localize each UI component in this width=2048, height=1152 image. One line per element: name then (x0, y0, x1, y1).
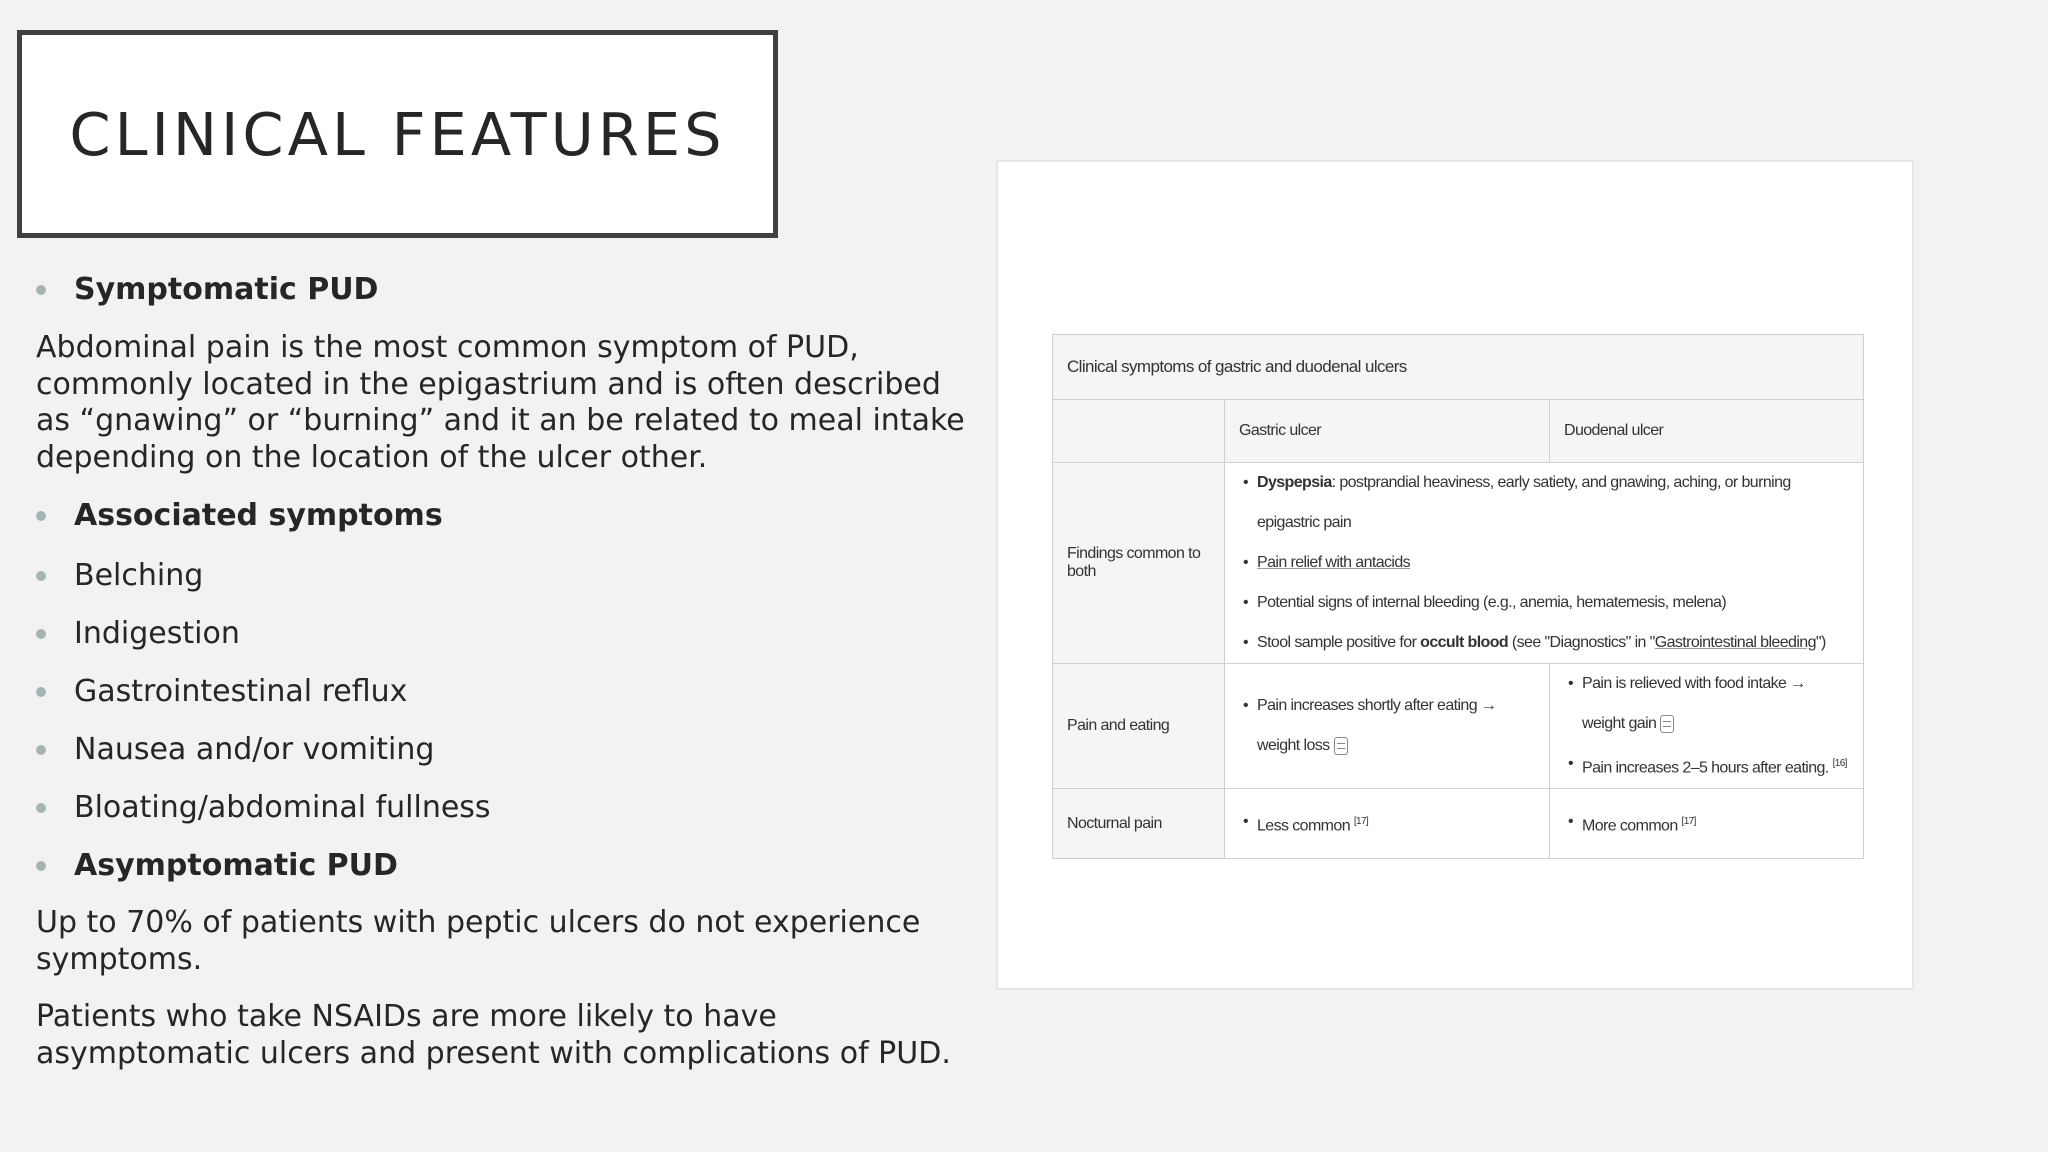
associated-item: Belching (36, 556, 203, 596)
pain-eating-gastric-cell (1225, 664, 1550, 789)
bullet-dot-icon (36, 285, 46, 295)
table-list-item: • Pain is relieved with food intake → weight gain (1582, 664, 1849, 744)
associated-item: Indigestion (36, 614, 240, 654)
associated-item: Nausea and/or vomiting (36, 730, 434, 770)
note-icon[interactable] (1334, 737, 1348, 755)
table-list-item: • Less common [17] (1257, 802, 1535, 846)
bullet-dot-icon (36, 803, 46, 813)
asymptomatic-heading: Asymptomatic PUD (74, 848, 398, 883)
table-list-item: • Stool sample positive for occult blood (see "Diagnostics" in "Gastrointestinal bleeding") (1257, 623, 1849, 663)
pain-eating-duodenal-cell (1550, 664, 1864, 789)
table-corner-cell (1053, 400, 1225, 463)
bullet-dot-icon (36, 745, 46, 755)
associated-heading: Associated symptoms (74, 498, 443, 533)
table-list-item[interactable]: • Pain relief with antacids (1257, 543, 1849, 583)
bullet-dot-icon (36, 511, 46, 521)
table-list-item: • Potential signs of internal bleeding (e.g., anemia, hematemesis, melena) (1257, 583, 1849, 623)
nocturnal-gastric-cell (1225, 789, 1550, 859)
note-icon[interactable] (1660, 715, 1674, 733)
table-list-item: • Pain increases shortly after eating → weight loss (1257, 686, 1535, 766)
asymptomatic-text-2: Patients who take NSAIDs are more likely to have asymptomatic ulcers and present with complications of PUD. (36, 999, 951, 1071)
nocturnal-duodenal-cell (1550, 789, 1864, 859)
bullet-dot-icon (36, 687, 46, 697)
bullet-dot-icon (36, 571, 46, 581)
row-label-nocturnal: Nocturnal pain (1053, 789, 1225, 859)
slide-title: CLINICAL FEATURES (69, 99, 726, 169)
row-label-common: Findings common to both (1053, 463, 1225, 664)
associated-item: Gastrointestinal reflux (36, 672, 407, 712)
row-label-pain-eating: Pain and eating (1053, 664, 1225, 789)
table-image (1026, 189, 1884, 964)
associated-item: Bloating/abdominal fullness (36, 788, 491, 828)
symptomatic-text: Abdominal pain is the most common symptom of PUD, commonly located in the epigastrium and is often described as “gnawing” or “burning” and it an be related to meal intake depending on the location of the ulcer other. (36, 330, 965, 475)
common-findings-cell (1225, 463, 1864, 664)
bullet-dot-icon (36, 861, 46, 871)
title-box (17, 30, 778, 238)
table-list-item: • Dyspepsia: postprandial heaviness, early satiety, and gnawing, aching, or burning epigastric pain (1257, 463, 1849, 543)
col-header-duodenal: Duodenal ulcer (1550, 400, 1864, 463)
symptoms-table (1052, 334, 1864, 859)
col-header-gastric: Gastric ulcer (1225, 400, 1550, 463)
table-list-item: • Pain increases 2–5 hours after eating. [16] (1582, 744, 1849, 788)
table-caption: Clinical symptoms of gastric and duodenal ulcers (1053, 335, 1864, 400)
table-list-item: • More common [17] (1582, 802, 1849, 846)
symptomatic-heading: Symptomatic PUD (74, 272, 379, 307)
bullet-asymptomatic (36, 846, 398, 886)
bullet-symptomatic (36, 270, 378, 310)
bullet-associated (36, 496, 443, 536)
bullet-dot-icon (36, 629, 46, 639)
asymptomatic-text-1: Up to 70% of patients with peptic ulcers do not experience symptoms. (36, 905, 921, 977)
